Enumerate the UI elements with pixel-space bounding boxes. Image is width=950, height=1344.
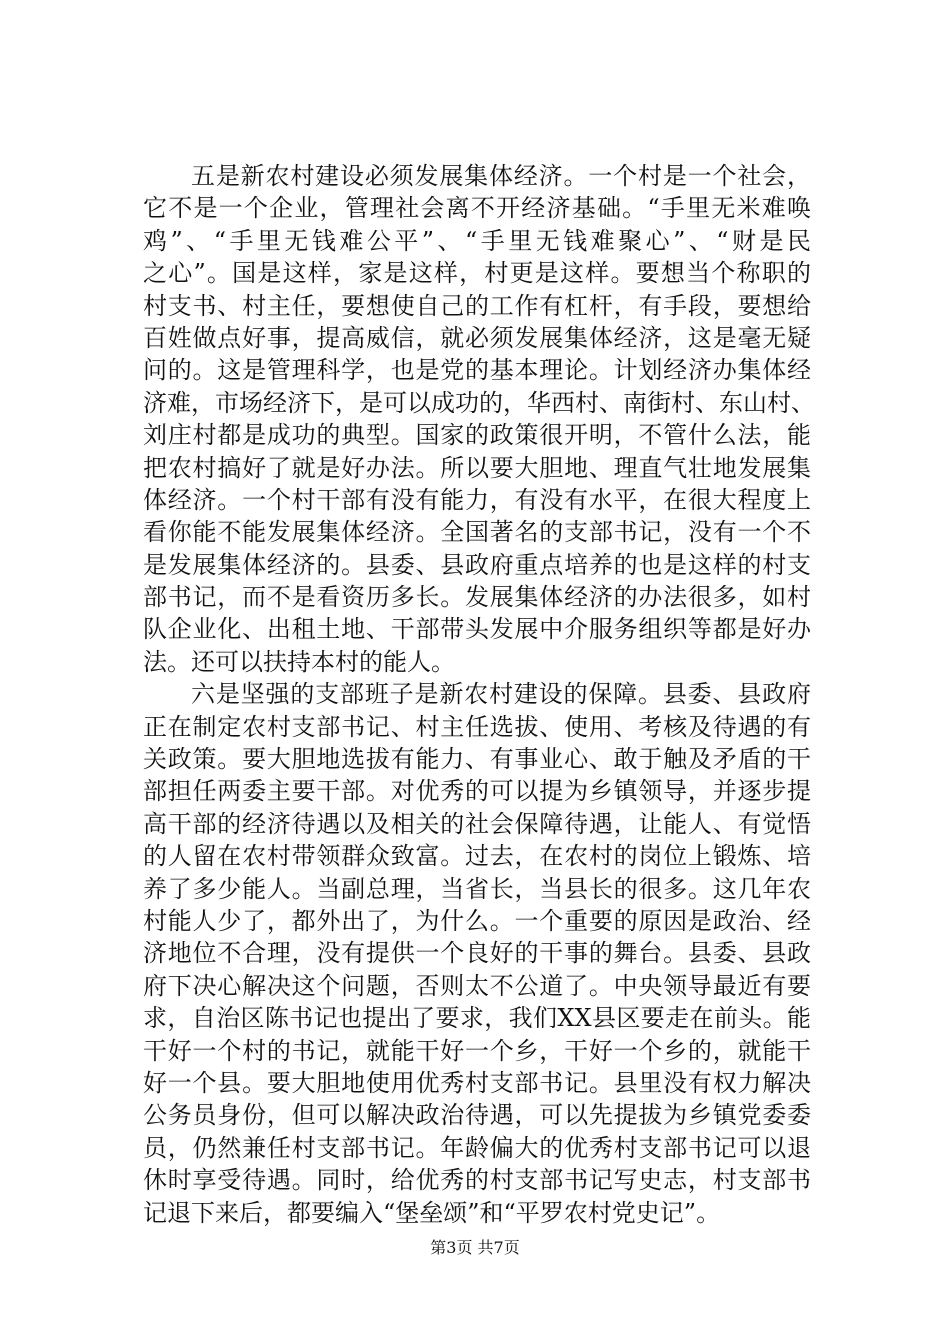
text-line: 法。还可以扶持本村的能人。 bbox=[143, 647, 455, 676]
text-line: 部书记，而不是看资历多长。发展集体经济的办法很多，如村 bbox=[143, 583, 811, 612]
text-line: 府下决心解决这个问题，否则太不公道了。中央领导最近有要 bbox=[143, 971, 811, 1000]
text-line: 部担任两委主要干部。对优秀的可以提为乡镇领导，并逐步提 bbox=[143, 777, 811, 806]
text-line: 村能人少了，都外出了，为什么。一个重要的原因是政治、经 bbox=[143, 906, 811, 935]
text-line: 它不是一个企业，管理社会离不开经济基础。“手里无米难唤 bbox=[143, 194, 811, 223]
text-line: 养了多少能人。当副总理，当省长，当县长的很多。这几年农 bbox=[143, 874, 811, 903]
text-line: 关政策。要大胆地选拔有能力、有事业心、敢于触及矛盾的干 bbox=[143, 745, 811, 774]
paragraph bbox=[143, 160, 815, 678]
text-line: 记退下来后，都要编入“堡垒颂”和“平罗农村党史记”。 bbox=[143, 1198, 721, 1227]
text-line: 刘庄村都是成功的典型。国家的政策很开明，不管什么法，能 bbox=[143, 421, 811, 450]
text-line: 鸡”、“手里无钱难公平”、“手里无钱难聚心”、“财是民 bbox=[143, 226, 811, 255]
text-line: 百姓做点好事，提高威信，就必须发展集体经济，这是毫无疑 bbox=[143, 323, 811, 352]
text-line: 济难，市场经济下，是可以成功的，华西村、南街村、东山村、 bbox=[143, 388, 815, 417]
text-line: 公务员身份，但可以解决政治待遇，可以先提拔为乡镇党委委 bbox=[143, 1101, 811, 1130]
page-footer: 第3页 共7页 bbox=[430, 1238, 520, 1257]
paragraph bbox=[143, 678, 811, 1229]
text-line: 六是坚强的支部班子是新农村建设的保障。县委、县政府 bbox=[191, 680, 811, 709]
text-line: 的人留在农村带领群众致富。过去，在农村的岗位上锻炼、培 bbox=[143, 842, 811, 871]
body-text bbox=[143, 160, 815, 1229]
text-line: 体经济。一个村干部有没有能力，有没有水平，在很大程度上 bbox=[143, 485, 811, 514]
text-line: 之心”。国是这样，家是这样，村更是这样。要想当个称职的 bbox=[143, 259, 811, 288]
text-line: 员，仍然兼任村支部书记。年龄偏大的优秀村支部书记可以退 bbox=[143, 1133, 811, 1162]
text-line: 济地位不合理，没有提供一个良好的干事的舞台。县委、县政 bbox=[143, 939, 811, 968]
text-line: 高干部的经济待遇以及相关的社会保障待遇，让能人、有觉悟 bbox=[143, 809, 811, 838]
text-line: 求，自治区陈书记也提出了要求，我们XX县区要走在前头。能 bbox=[143, 1004, 811, 1033]
text-line: 正在制定农村支部书记、村主任选拔、使用、考核及待遇的有 bbox=[143, 712, 811, 741]
text-line: 队企业化、出租土地、干部带头发展中介服务组织等都是好办 bbox=[143, 615, 811, 644]
text-line: 问的。这是管理科学，也是党的基本理论。计划经济办集体经 bbox=[143, 356, 811, 385]
text-line: 村支书、村主任，要想使自己的工作有杠杆，有手段，要想给 bbox=[143, 291, 811, 320]
text-line: 好一个县。要大胆地使用优秀村支部书记。县里没有权力解决 bbox=[143, 1068, 811, 1097]
text-line: 休时享受待遇。同时，给优秀的村支部书记写史志，村支部书 bbox=[143, 1166, 811, 1195]
text-line: 把农村搞好了就是好办法。所以要大胆地、理直气壮地发展集 bbox=[143, 453, 811, 482]
text-line: 是发展集体经济的。县委、县政府重点培养的也是这样的村支 bbox=[143, 550, 811, 579]
text-line: 五是新农村建设必须发展集体经济。一个村是一个社会， bbox=[191, 162, 811, 190]
text-line: 干好一个村的书记，就能干好一个乡，干好一个乡的，就能干 bbox=[143, 1036, 811, 1065]
text-line: 看你能不能发展集体经济。全国著名的支部书记，没有一个不 bbox=[143, 518, 811, 547]
